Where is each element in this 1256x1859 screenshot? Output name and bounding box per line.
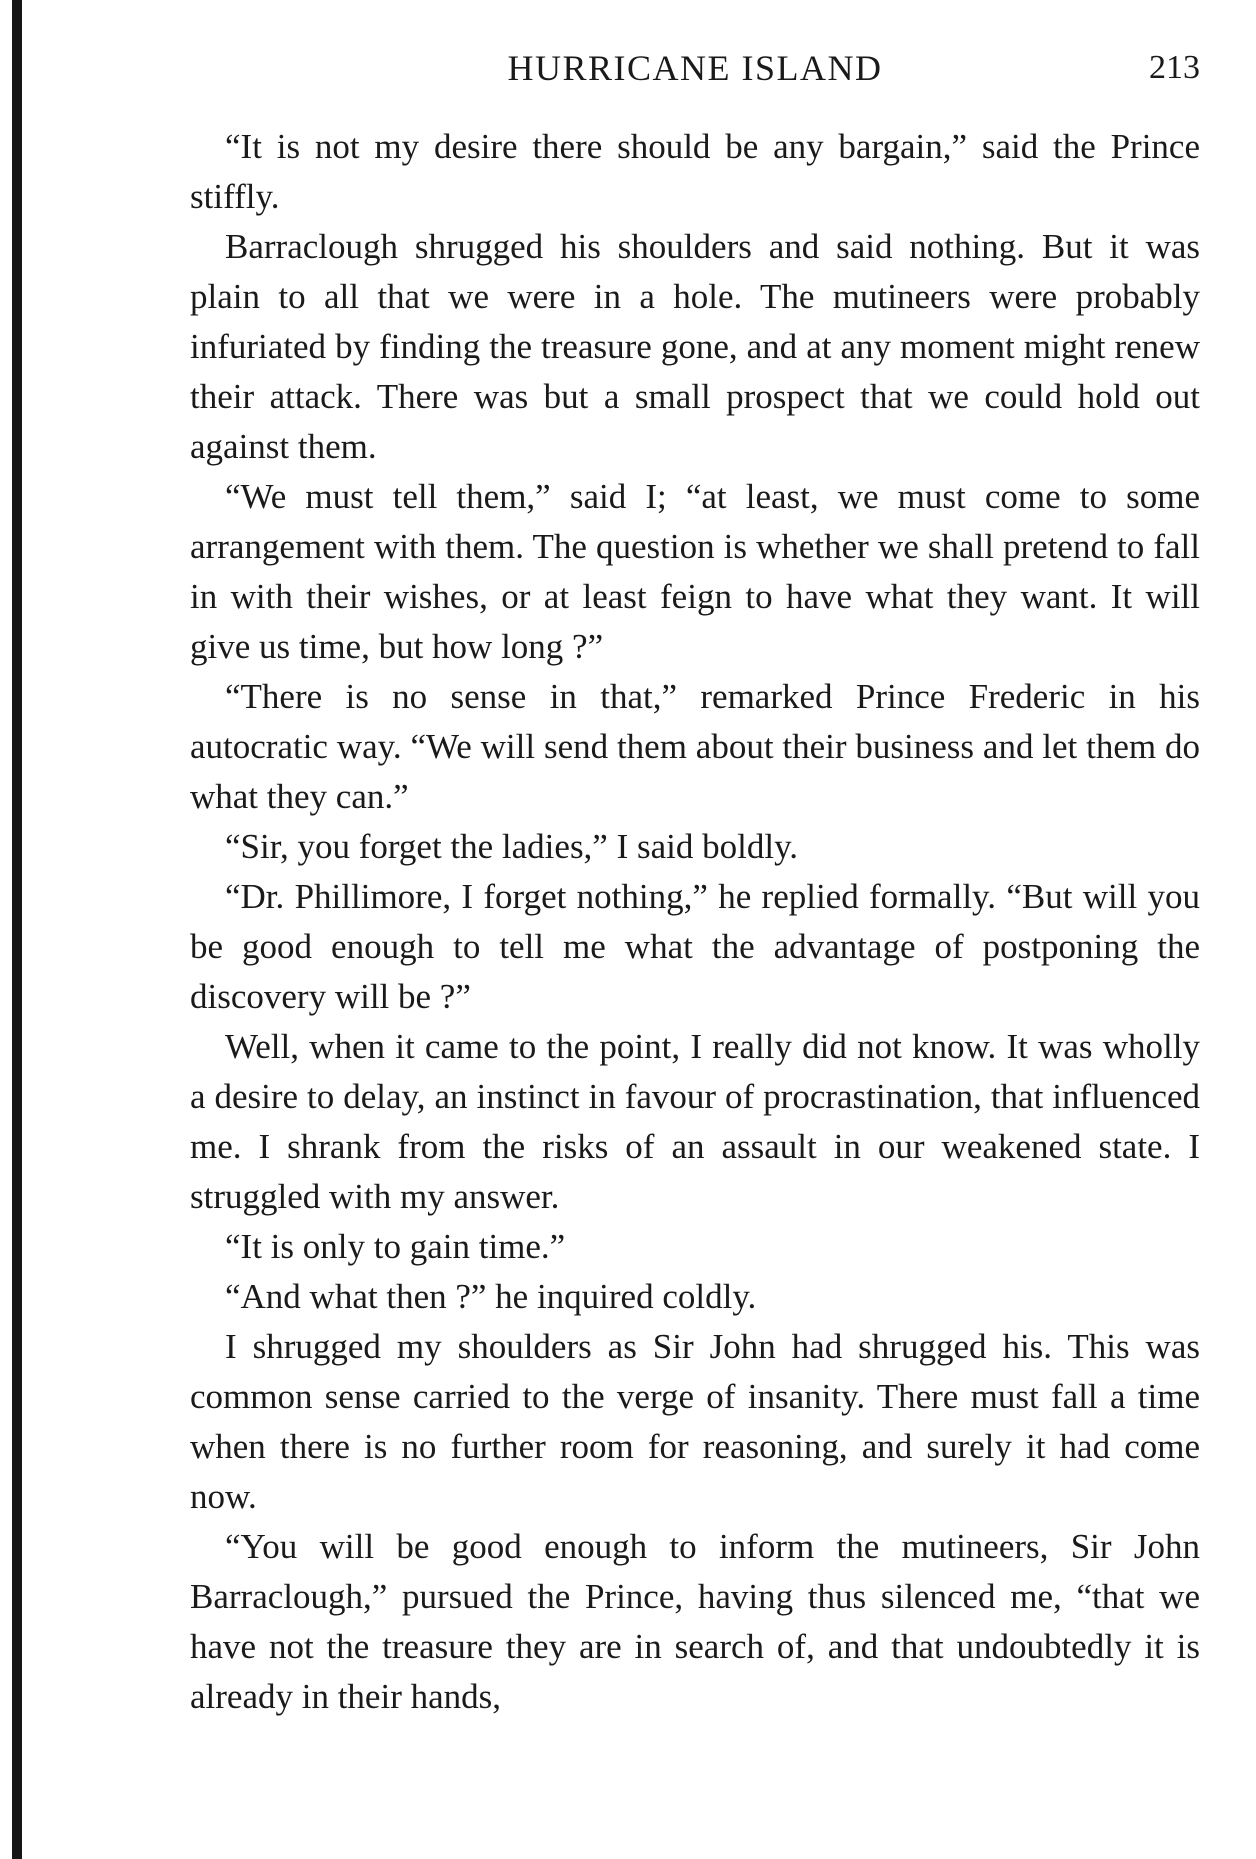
- paragraph: “Dr. Phillimore, I forget nothing,” he replied formally. “But will you be good enough to tell me what the advantage of postponing the discovery will be ?”: [190, 877, 1200, 1016]
- paragraph: “There is no sense in that,” remarked Prince Frederic in his autocratic way. “We will send them about their business and let them do what they can.”: [190, 677, 1200, 816]
- page-binding-edge: [12, 0, 22, 1859]
- running-title: HURRICANE ISLAND: [507, 48, 883, 88]
- paragraph: I shrugged my shoulders as Sir John had shrugged his. This was common sense carried to the verge of insanity. There must fall a time when there is no further room for reasoning, and surely it had come now.: [190, 1327, 1200, 1516]
- paragraph: “We must tell them,” said I; “at least, we must come to some arrangement with them. The question is whether we shall pretend to fall in with their wishes, or at least feign to have what they want. It will give us time, but how long ?”: [190, 477, 1200, 666]
- paragraph: “And what then ?” he inquired coldly.: [225, 1277, 757, 1316]
- paragraph: “It is not my desire there should be any bargain,” said the Prince stiffly.: [190, 127, 1200, 216]
- page-header: [190, 38, 1200, 98]
- paragraph: Well, when it came to the point, I really did not know. It was wholly a desire to delay, an instinct in favour of procrastination, that influenced me. I shrank from the risks of an assault in our weakened state. I struggled with my answer.: [190, 1027, 1200, 1216]
- body-text: [190, 122, 1200, 1722]
- paragraph: “You will be good enough to inform the mutineers, Sir John Barraclough,” pursued the Prince, having thus silenced me, “that we have not the treasure they are in search of, and that undoubtedly it is already in their hands,: [190, 1527, 1200, 1716]
- paragraph: “Sir, you forget the ladies,” I said boldly.: [225, 827, 799, 866]
- page-number: 213: [1149, 49, 1200, 86]
- paragraph: Barraclough shrugged his shoulders and said nothing. But it was plain to all that we were in a hole. The mutineers were probably infuriated by finding the treasure gone, and at any moment might renew their attack. There was but a small prospect that we could hold out against them.: [190, 227, 1200, 466]
- paragraph: “It is only to gain time.”: [225, 1227, 566, 1266]
